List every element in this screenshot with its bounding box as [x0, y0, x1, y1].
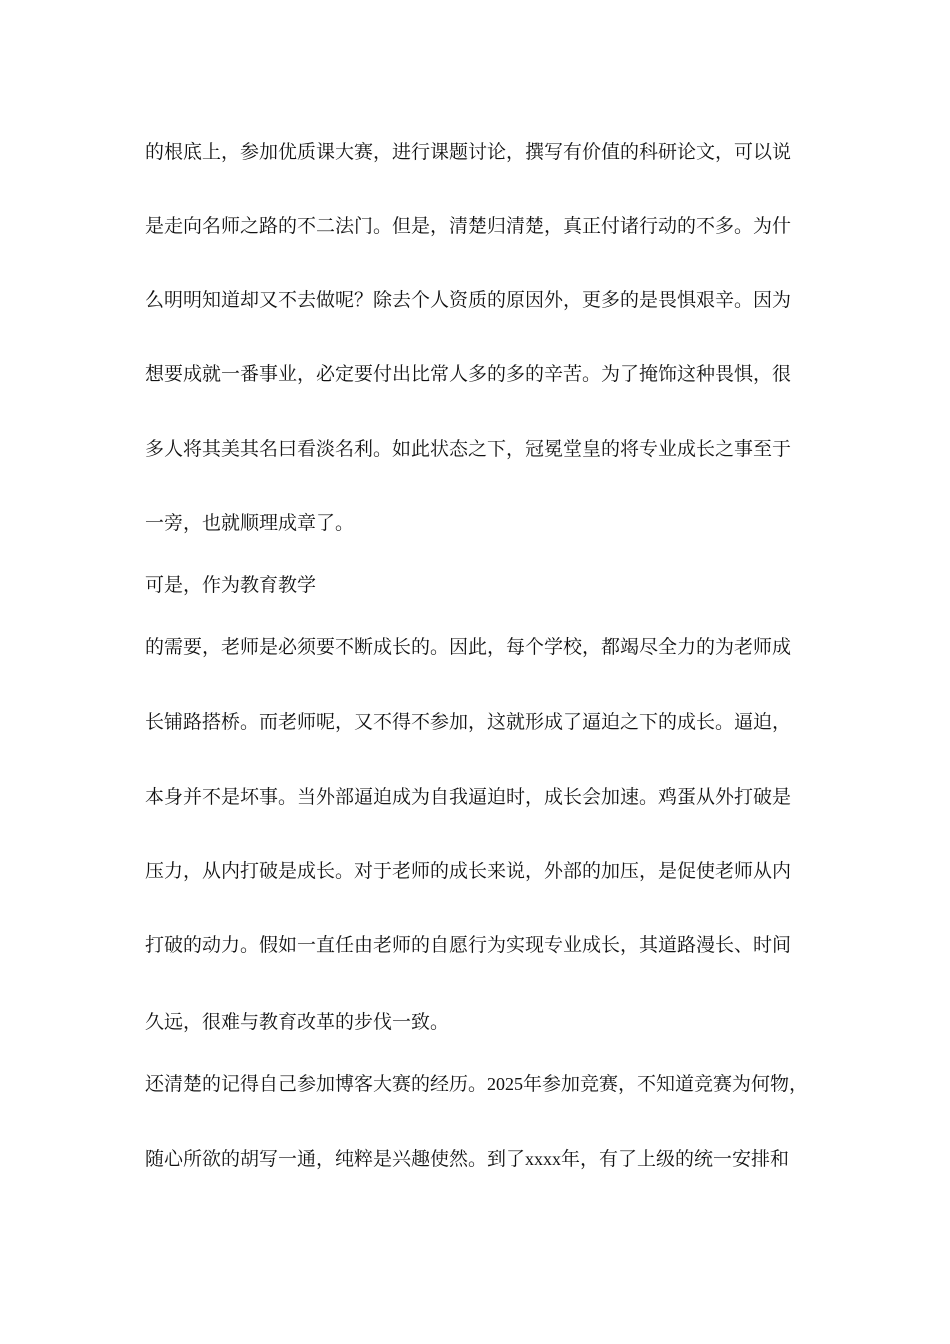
paragraph-3-line-2: [145, 1147, 825, 1171]
paragraph-3-line-1: [145, 1072, 825, 1096]
paragraph-2-line-3: 长铺路搭桥。而老师呢，又不得不参加，这就形成了逼迫之下的成长。逼迫，: [145, 711, 792, 733]
paragraph-3-year-xxxx: xxxx: [525, 1149, 562, 1169]
paragraph-2-line-7: 久远，很难与教育改革的步伐一致。: [145, 1011, 450, 1033]
paragraph-2-line-2: 的需要，老师是必须要不断成长的。因此，每个学校，都竭尽全力的为老师成: [145, 636, 792, 658]
paragraph-3-line-1-text-a: 还清楚的记得自己参加博客大赛的经历。: [145, 1073, 488, 1095]
paragraph-3-line-2-text-b: 年，有了上级的统一安排和: [561, 1148, 790, 1170]
paragraph-1-line-2: 是走向名师之路的不二法门。但是，清楚归清楚，真正付诸行动的不多。为什: [145, 215, 792, 237]
paragraph-1-line-6: 一旁，也就顺理成章了。: [145, 512, 355, 534]
paragraph-2-line-4: 本身并不是坏事。当外部逼迫成为自我逼迫时，成长会加速。鸡蛋从外打破是: [145, 786, 792, 808]
paragraph-2-line-5: 压力，从内打破是成长。对于老师的成长来说，外部的加压，是促使老师从内: [145, 860, 792, 882]
paragraph-1-line-4: 想要成就一番事业，必定要付出比常人多的多的辛苦。为了掩饰这种畏惧，很: [145, 363, 792, 385]
paragraph-1-line-5: 多人将其美其名曰看淡名利。如此状态之下，冠冕堂皇的将专业成长之事至于: [145, 438, 792, 460]
paragraph-1-line-3: 么明明知道却又不去做呢？除去个人资质的原因外，更多的是畏惧艰辛。因为: [145, 289, 792, 311]
paragraph-2-line-6: 打破的动力。假如一直任由老师的自愿行为实现专业成长，其道路漫长、时间: [145, 934, 792, 956]
paragraph-2-line-1: 可是，作为教育教学: [145, 574, 317, 596]
paragraph-3-line-2-text-a: 随心所欲的胡写一通，纯粹是兴趣使然。到了: [145, 1148, 526, 1170]
paragraph-3-year-2025: 2025: [487, 1074, 524, 1094]
paragraph-3-line-1-text-b: 年参加竞赛，不知道竞赛为何物，: [523, 1073, 809, 1095]
paragraph-1-line-1: 的根底上，参加优质课大赛，进行课题讨论，撰写有价值的科研论文，可以说: [145, 141, 792, 163]
